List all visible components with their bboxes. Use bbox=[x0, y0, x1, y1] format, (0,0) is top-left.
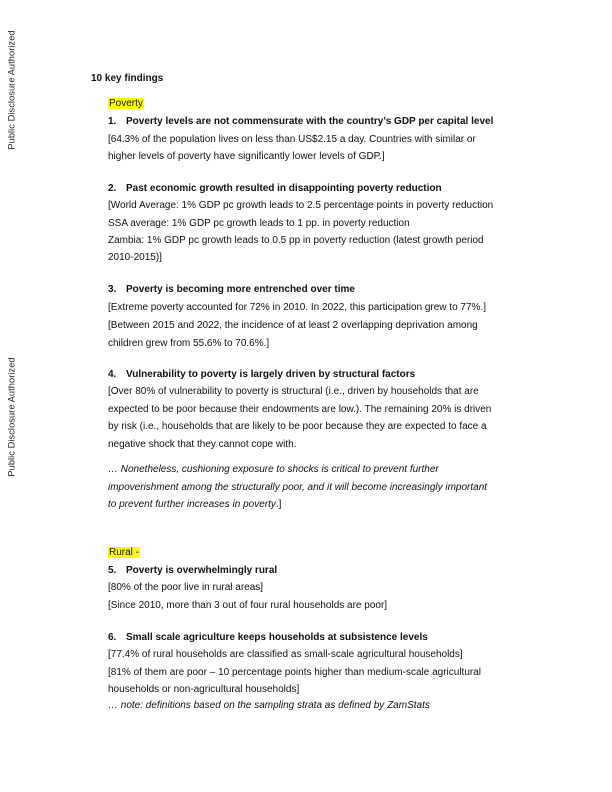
finding-4-italic-line-2: impoverishment among the structurally poor, and it will become increasingly important bbox=[108, 482, 488, 493]
section-heading-poverty: Poverty bbox=[109, 98, 143, 109]
finding-2-line-3: Zambia: 1% GDP pc growth leads to 0.5 pp in poverty reduction (latest growth period bbox=[108, 235, 484, 246]
finding-1-title: 1. Poverty levels are not commensurate with the country’s GDP per capital level bbox=[108, 116, 494, 127]
finding-6-line-1: [77.4% of rural households are classified as small-scale agricultural households] bbox=[108, 649, 463, 660]
watermark-bottom bbox=[4, 337, 20, 497]
finding-2-title: 2. Past economic growth resulted in disappointing poverty reduction bbox=[108, 183, 442, 194]
finding-4-line-2: expected to be poor because their endowments are low.). The remaining 20% is driven bbox=[108, 404, 492, 415]
finding-4-italic-line-3: to prevent further increases in poverty.] bbox=[108, 499, 282, 510]
finding-1-line-1: [64.3% of the population lives on less than US$2.15 a day. Countries with similar or bbox=[108, 134, 476, 145]
finding-2-line-1: [World Average: 1% GDP pc growth leads to 2.5 percentage points in poverty reduction bbox=[108, 200, 494, 211]
page-title: 10 key findings bbox=[91, 73, 164, 84]
finding-3-line-2: [Between 2015 and 2022, the incidence of at least 2 overlapping deprivation among bbox=[108, 320, 478, 331]
finding-6-line-3: households or non-agricultural households] bbox=[108, 684, 300, 695]
finding-4-line-4: negative shock that they cannot cope with. bbox=[108, 439, 297, 450]
finding-2-line-2: SSA average: 1% GDP pc growth leads to 1 pp. in poverty reduction bbox=[108, 218, 410, 229]
finding-2-line-4: 2010-2015)] bbox=[108, 252, 162, 263]
finding-3-line-3: children grew from 55.6% to 70.6%.] bbox=[108, 338, 270, 349]
finding-5-line-1: [80% of the poor live in rural areas] bbox=[108, 582, 264, 593]
section-heading-rural: Rural - bbox=[109, 547, 140, 558]
finding-6-note: … note: definitions based on the sampling strata as defined by ZamStats bbox=[108, 700, 430, 711]
watermark-text: Public Disclosure Authorized bbox=[7, 357, 18, 477]
finding-4-italic-line-1: … Nonetheless, cushioning exposure to shocks is critical to prevent further bbox=[108, 464, 439, 475]
finding-4-line-1: [Over 80% of vulnerability to poverty is structural (i.e., driven by households that are bbox=[108, 386, 479, 397]
finding-3-line-1: [Extreme poverty accounted for 72% in 2010. In 2022, this participation grew to 77%.] bbox=[108, 302, 486, 313]
finding-1-line-2: higher levels of poverty have significantly lower levels of GDP.] bbox=[108, 151, 385, 162]
finding-6-line-2: [81% of them are poor – 10 percentage points higher than medium-scale agricultural bbox=[108, 667, 481, 678]
finding-6-title: 6. Small scale agriculture keeps households at subsistence levels bbox=[108, 632, 428, 643]
finding-4-title: 4. Vulnerability to poverty is largely driven by structural factors bbox=[108, 369, 416, 380]
finding-5-line-2: [Since 2010, more than 3 out of four rural households are poor] bbox=[108, 600, 388, 611]
finding-4-line-3: by risk (i.e., households that are likely to be poor because they are expected to face a bbox=[108, 421, 487, 432]
finding-5-title: 5. Poverty is overwhelmingly rural bbox=[108, 565, 278, 576]
watermark-text: Public Disclosure Authorized bbox=[7, 30, 18, 150]
finding-3-title: 3. Poverty is becoming more entrenched over time bbox=[108, 284, 355, 295]
watermark-top bbox=[4, 10, 20, 170]
